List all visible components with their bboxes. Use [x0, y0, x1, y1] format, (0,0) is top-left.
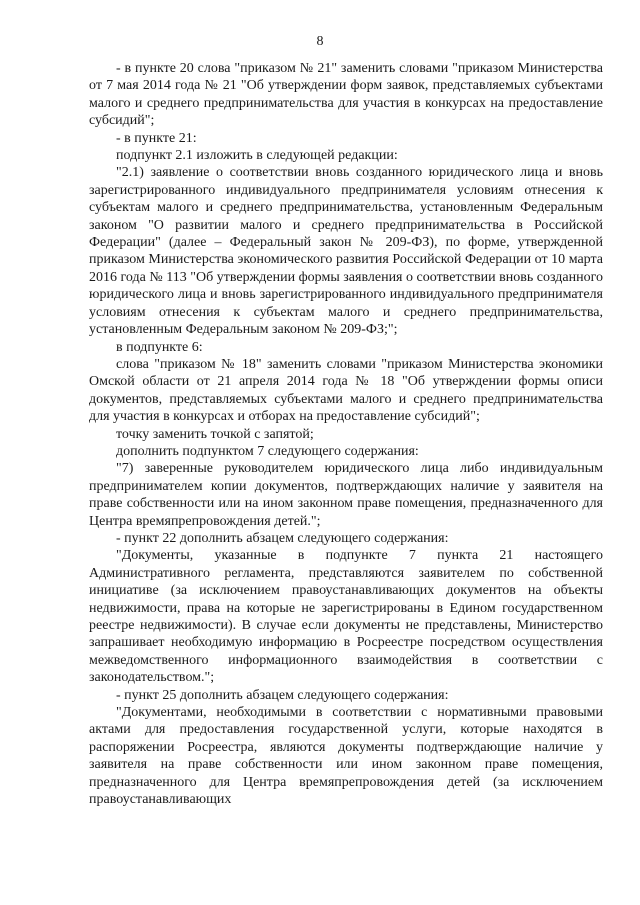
document-body [89, 60, 603, 808]
paragraph: "2.1) заявление о соответствии вновь созданного юридического лица и вновь зарегистрированного индивидуального предпринимателя условиям отнесения к субъектам малого и среднего предпринимательства, установленным Федеральным законом "О развитии малого и среднего предпринимательства в Российской Федерации" (далее – Федеральный закон № 209-ФЗ), по форме, утвержденной приказом Министерства экономического развития Российской Федерации от 10 марта 2016 года № 113 "Об утверждении формы заявления о соответствии вновь созданного юридического лица и вновь зарегистрированного индивидуального предпринимателя условиям отнесения к субъектам малого и среднего предпринимательства, установленным Федеральным законом № 209-ФЗ;"; [89, 165, 603, 338]
paragraph: в подпункте 6: [116, 339, 203, 355]
paragraph: "7) заверенные руководителем юридического лица либо индивидуальным предпринимателем копии документов, подтверждающих наличие у заявителя на праве собственности или на ином законном праве помещения, предназначенного для Центра времяпрепровождения детей."; [89, 461, 603, 529]
paragraph: - в пункте 20 слова "приказом № 21" заменить словами "приказом Министерства от 7 мая 2014 года № 21 "Об утверждении форм заявок, представляемых субъектами малого и среднего предпринимательства для участия в конкурсах на предоставление субсидий"; [89, 61, 603, 129]
paragraph: подпункт 2.1 изложить в следующей редакции: [116, 148, 398, 164]
paragraph: дополнить подпунктом 7 следующего содержания: [116, 443, 419, 459]
paragraph: "Документы, указанные в подпункте 7 пункта 21 настоящего Административного регламента, представляются заявителем по собственной инициативе (за исключением правоустанавливающих документов на объекты недвижимости, права на которые не зарегистрированы в Едином государственном реестре недвижимости). В случае если документы не представлены, Министерство запрашивает необходимую информацию в Росреестре посредством осуществления межведомственного информационного взаимодействия в соответствии с законодательством."; [89, 548, 603, 686]
page-number: 8 [316, 34, 324, 49]
paragraph: "Документами, необходимыми в соответствии с нормативными правовыми актами для предоставления государственной услуги, которые находятся в распоряжении Росреестра, являются документы подтверждающие наличие у заявителя на праве собственности или ином законном праве помещения, предназначенного для Центра времяпрепровождения детей (за исключением правоустанавливающих [89, 705, 603, 808]
paragraph: - пункт 25 дополнить абзацем следующего содержания: [116, 687, 449, 703]
paragraph: - в пункте 21: [116, 130, 197, 146]
paragraph: - пункт 22 дополнить абзацем следующего содержания: [116, 530, 449, 546]
paragraph: слова "приказом № 18" заменить словами "приказом Министерства экономики Омской области от 21 апреля 2014 года № 18 "Об утверждении формы описи документов, представляемых субъектами малого и среднего предпринимательства для участия в конкурсах и отборах на предоставление субсидий"; [89, 356, 603, 425]
paragraph: точку заменить точкой с запятой; [116, 426, 314, 442]
